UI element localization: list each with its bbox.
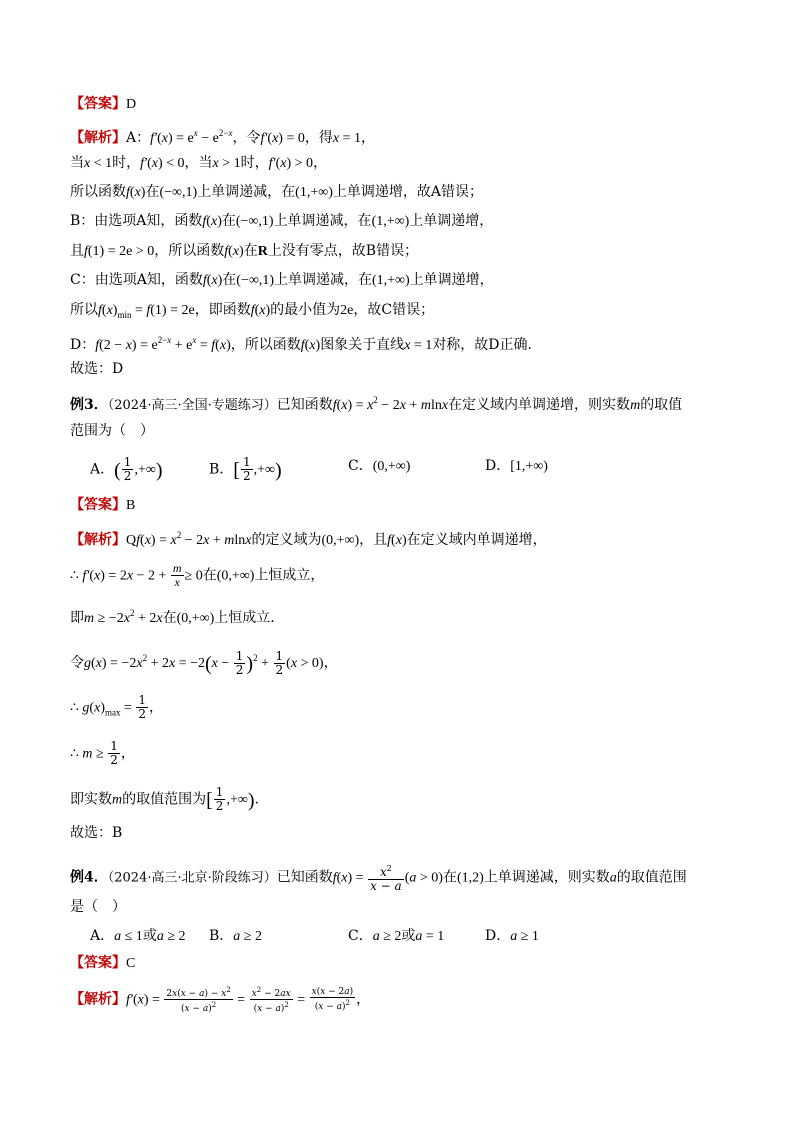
analysis-line-5: 且f(1) = 2e > 0，所以函数f(x)在R上没有零点，故B错误；	[70, 243, 419, 259]
answer-label: 【答案】	[70, 497, 126, 513]
text: ∴	[70, 567, 79, 584]
text: 的取值	[640, 397, 683, 413]
example-label: 例4．	[70, 869, 108, 886]
source: （2024·高三·全国·专题练习）	[107, 398, 277, 413]
analysis-line-3: 所以函数f(x)在(−∞,1)上单调递减，在(1,+∞)上单调递增，故A错误；	[70, 184, 483, 200]
text: 或	[401, 928, 416, 944]
text: ，得	[304, 130, 333, 146]
analysis-label: 【解析】	[70, 532, 126, 548]
text: 时，	[112, 155, 141, 171]
text: 上单调递减，则实数	[483, 869, 610, 886]
ex3-analysis-7: 即实数m的取值范围为[ $\frac{1}{2}$ ,+∞).	[70, 785, 259, 813]
text: Q	[126, 533, 137, 548]
text: 当	[70, 155, 84, 171]
answer-value: C	[126, 956, 136, 971]
text: 范围为（ ）	[70, 423, 154, 439]
text: 在	[162, 610, 177, 626]
analysis-line-2: 当x < 1时，f′(x) < 0，当x > 1时，f′(x) > 0，	[70, 155, 328, 171]
text: 时，	[240, 155, 269, 171]
text: D：	[70, 337, 96, 353]
text: 的定义域为	[251, 532, 322, 548]
text: 上单调递减，在	[273, 272, 372, 288]
text: 图象关于直线	[320, 337, 405, 353]
text: 故选：D	[70, 361, 124, 377]
option-a-ex3: A．( $\frac{1}{2}$ ,+∞)	[90, 455, 163, 483]
text: 上恒成立.	[214, 610, 275, 626]
ex3-analysis-1: 【解析】$Qf(x) = x^2 - 2x + mlnx$的定义域为(0,+∞)，且f(x)在定义域内单调递增，	[70, 530, 547, 548]
analysis-line-7: 所以$f(x)_{min} = f(1) = 2e$，即函数f(x)的最小值为2e，故C错误；	[70, 302, 435, 320]
text: 的取值范围	[616, 869, 687, 886]
text: 或	[142, 928, 157, 944]
text: ，	[356, 991, 371, 1008]
text: 上恒成立，	[254, 567, 325, 584]
option-label: C．	[348, 928, 373, 944]
text: 上单调递减，在	[273, 213, 372, 229]
analysis-line-6: C：由选项A知，函数f(x)在(−∞,1)上单调递减，在(1,+∞)上单调递增，	[70, 272, 494, 288]
text: 的取值范围为	[122, 791, 207, 808]
text: ，所以函数	[230, 337, 301, 353]
text: 在	[145, 184, 160, 200]
text: ，即函数	[194, 302, 251, 318]
text: 在	[243, 243, 258, 259]
text: C：由选项A知，函数	[70, 272, 203, 288]
choose-line-ex2	[70, 359, 123, 379]
option-d-ex4: D．a ≥ 1	[485, 928, 539, 944]
text: 上没有零点，故B错误；	[267, 243, 419, 259]
text: 上单调递增，	[409, 272, 494, 288]
option-b-ex3: B．[ $\frac{1}{2}$ ,+∞)	[209, 455, 282, 483]
answer-label: 【答案】	[70, 96, 126, 112]
example-label: 例3．	[70, 397, 108, 413]
text: ，	[149, 699, 164, 716]
real-set-symbol: R	[257, 244, 268, 259]
text: 即实数	[70, 791, 112, 808]
option-label: B．	[209, 928, 234, 944]
analysis-line-1: 【解析】A：$f'(x) = e^x - e^{2-x}$，令f′(x) = 0，得x = 1，	[70, 128, 375, 146]
analysis-label: 【解析】	[70, 130, 126, 146]
option-b-ex4: B．a ≥ 2	[209, 928, 262, 944]
choose-line-ex3	[70, 823, 122, 843]
option-label: B．	[209, 461, 234, 478]
option-c-ex4: C．a ≥ 2或a = 1	[348, 928, 445, 944]
text: ，所以函数	[154, 243, 225, 259]
text: 在	[222, 272, 237, 288]
text: ，当	[184, 155, 213, 171]
text: 在	[202, 567, 217, 584]
text: ，	[313, 155, 328, 171]
text: 在定义域内单调递增，则实数	[448, 397, 631, 413]
example-3-stem-2	[70, 421, 154, 441]
text: ∴	[70, 745, 79, 762]
text: ，	[323, 655, 338, 671]
option-label: C．	[348, 458, 373, 474]
text: 上单调递增，	[409, 213, 494, 229]
text: 的最小值为	[270, 302, 341, 318]
text: 在	[221, 213, 236, 229]
text: 在定义域内单调递增，	[406, 532, 547, 548]
example-3-stem: 例3．（2024·高三·全国·专题练习）已知函数$f(x) = x^2 - 2x + mlnx$在定义域内单调递增，则实数m的取值	[70, 395, 683, 413]
text: B：由选项A知，函数	[70, 213, 203, 229]
text: 故选：B	[70, 825, 123, 841]
text: ，故C错误；	[353, 302, 435, 318]
text: 在	[442, 869, 457, 886]
answer-line-ex3	[70, 495, 135, 516]
text: 所以	[70, 302, 98, 318]
text: .	[254, 791, 259, 808]
analysis-label: 【解析】	[70, 991, 126, 1008]
text: 上单调递减，在	[197, 184, 296, 200]
text: ，且	[359, 532, 388, 548]
option-a-ex4: A．a ≤ 1或a ≥ 2	[90, 928, 186, 944]
text: 令	[70, 655, 84, 671]
text: ∴	[70, 699, 79, 716]
source: （2024·高三·北京·阶段练习）	[107, 870, 277, 886]
answer-value: B	[126, 498, 136, 513]
text: 已知函数	[276, 397, 333, 413]
text: ，	[120, 745, 135, 762]
analysis-line-8: D：$f(2 - x) = e^{2-x} + e^x = f(x)$，所以函数f(x)图象关于直线x = 1对称，故D正确.	[70, 335, 532, 353]
answer-line-ex2	[70, 94, 136, 115]
option-label: A．	[90, 461, 115, 478]
option-label: D．	[485, 458, 511, 474]
ex3-analysis-4: 令$g(x) = -2x^2 + 2x = -2(x$ − $\frac{1}{2}$ )$^2$ + $\frac{1}{2}$ (x > 0)，	[70, 648, 338, 677]
ex3-analysis-5: ∴ $g(x)_{max}$ = $\frac{1}{2}$ ，	[70, 693, 164, 721]
text: 且	[70, 243, 84, 259]
ex3-analysis-6: ∴ m ≥ $\frac{1}{2}$ ，	[70, 739, 135, 767]
option-label: D．	[485, 928, 511, 944]
option-c-ex3: C．(0,+∞)	[348, 458, 411, 474]
answer-line-ex4	[70, 953, 135, 974]
text: 已知函数	[276, 869, 333, 886]
text: A：	[126, 130, 151, 146]
answer-value: D	[126, 97, 137, 112]
text: 即	[70, 610, 84, 626]
analysis-line-4: B：由选项A知，函数f(x)在(−∞,1)上单调递减，在(1,+∞)上单调递增，	[70, 213, 494, 229]
text: 上单调递增，故A错误；	[332, 184, 483, 200]
option-d-ex3: D．[1,+∞)	[485, 458, 548, 474]
text: 是（ ）	[70, 899, 126, 915]
example-4-stem-2	[70, 897, 126, 917]
ex3-analysis-2: ∴ f′(x) = 2x − 2 + $\frac{m}{x}$ ≥ 0在(0,+∞)上恒成立，	[70, 561, 325, 589]
option-label: A．	[90, 928, 115, 944]
ex4-analysis-1: 【解析】f′(x) = $\frac{2x(x - a) - x^2}{(x - a)^2}$ = $\frac{x^2 - 2ax}{(x - a)^2}$ = $\frac{x(x - 2a)}{(x - a)^2}$ ，	[70, 986, 371, 1014]
ex3-analysis-3: 即$m \ge -2x^2 + 2x$在(0,+∞)上恒成立.	[70, 608, 275, 626]
text: 对称，故D正确.	[432, 337, 532, 353]
text: ，令	[232, 130, 261, 146]
answer-label: 【答案】	[70, 955, 126, 971]
text: 所以函数	[70, 184, 126, 200]
example-4-stem: 例4．（2024·高三·北京·阶段练习）已知函数f(x) = $\frac{x^2}{x - a}$ (a > 0)在(1,2)上单调递减，则实数a的取值范围	[70, 864, 687, 893]
